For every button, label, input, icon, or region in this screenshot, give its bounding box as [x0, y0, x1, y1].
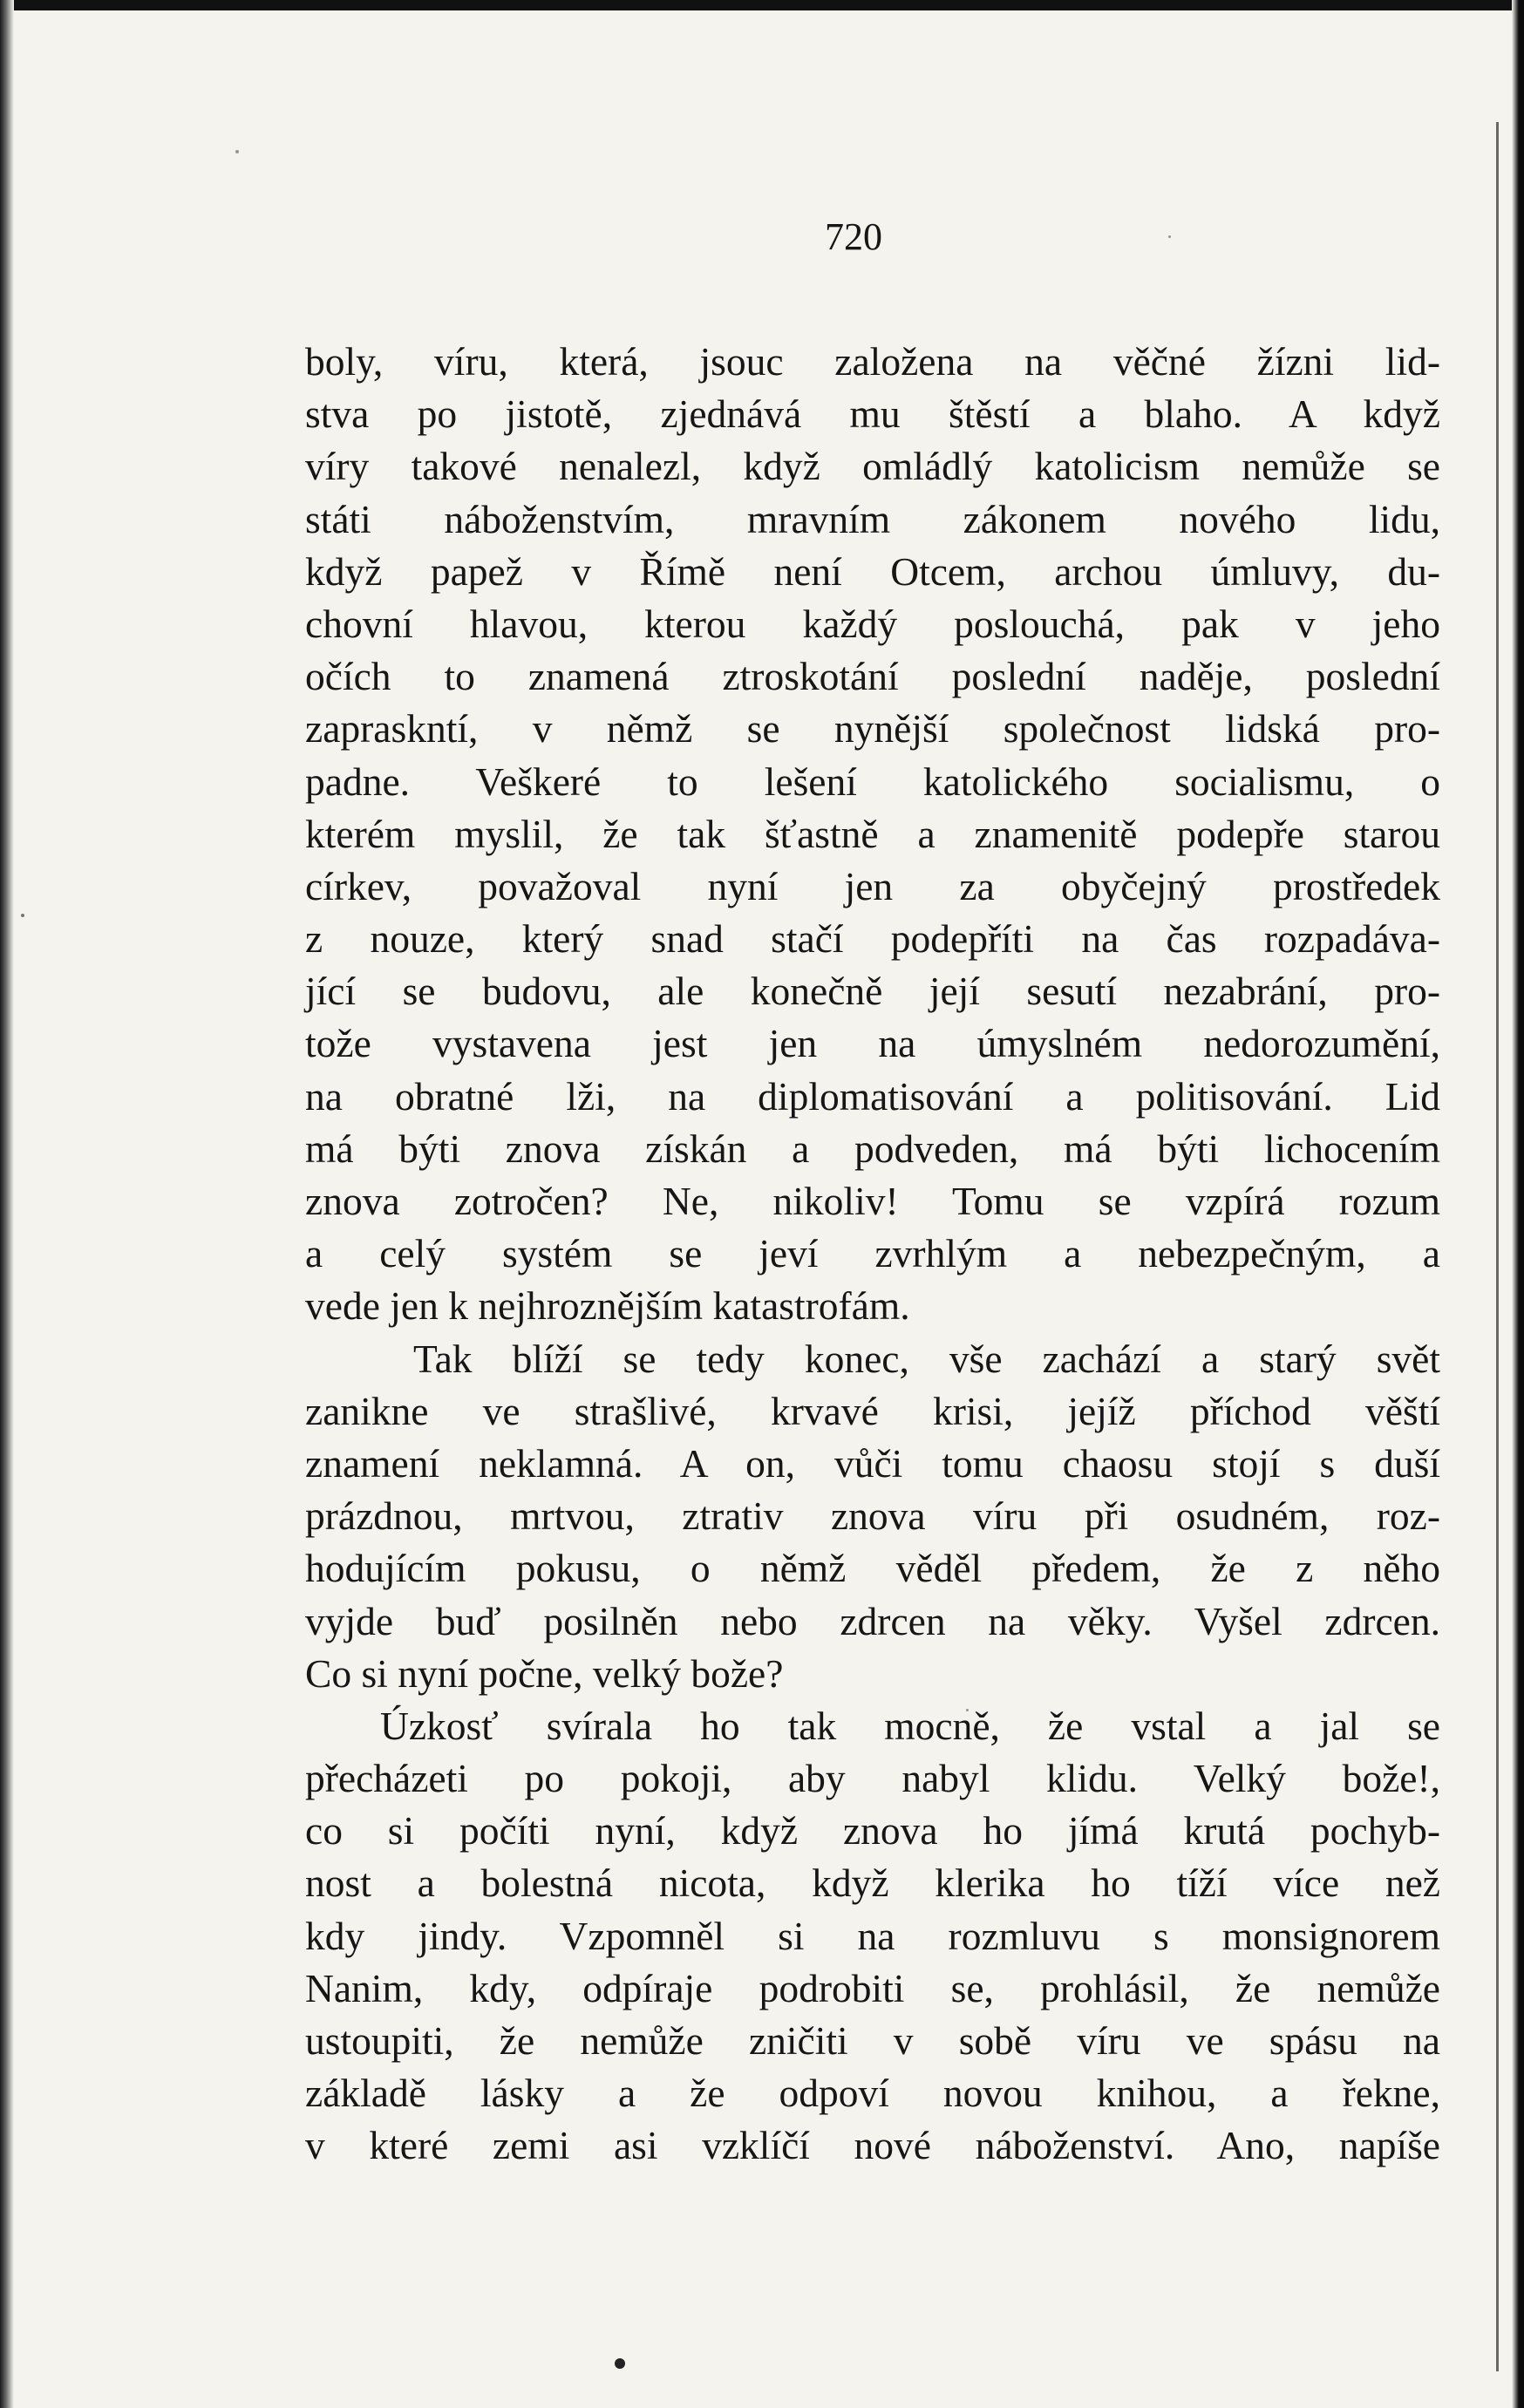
text-line: kterém myslil, že tak šťastně a znamenitě podepře starou — [305, 811, 1440, 856]
text-line: stva po jistotě, zjednává mu štěstí a blaho. A když — [305, 391, 1440, 437]
text-line: z nouze, který snad stačí podepříti na čas rozpadáva- — [305, 916, 1440, 962]
scan-left-edge — [0, 0, 14, 2408]
scan-right-edge — [1512, 0, 1524, 2408]
text-line: Nanim, kdy, odpíraje podrobiti se, prohlásil, že nemůže — [305, 1965, 1440, 2010]
text-line: Úzkosť svírala ho tak mocně, že vstal a jal se — [380, 1703, 1440, 1748]
text-line: zanikne ve strašlivé, krvavé krisi, jejíž příchod věští — [305, 1388, 1440, 1433]
text-line: očích to znamená ztroskotání poslední naděje, poslední — [305, 654, 1440, 699]
text-line: základě lásky a že odpoví novou knihou, a řekne, — [305, 2071, 1440, 2116]
text-line: na obratné lži, na diplomatisování a politisování. Lid — [305, 1073, 1440, 1119]
text-line: boly, víru, která, jsouc založena na věčné žízni lid- — [305, 339, 1440, 384]
text-line: vyjde buď posilněn nebo zdrcen na věky. Vyšel zdrcen. — [305, 1598, 1440, 1643]
text-line: vede jen k nejhroznějším katastrofám. — [305, 1283, 910, 1329]
paper-speck — [1168, 235, 1171, 238]
text-line: Co si nyní počne, velký bože? — [305, 1650, 784, 1696]
text-line: přecházeti po pokoji, aby nabyl klidu. Velký bože!, — [305, 1756, 1440, 1801]
text-line: státi náboženstvím, mravním zákonem nového lidu, — [305, 496, 1440, 541]
text-line: jící se budovu, ale konečně její sesutí nezabrání, pro- — [305, 969, 1440, 1014]
scan-top-edge — [0, 0, 1524, 10]
page-edge-line — [1496, 122, 1499, 2371]
text-line: hodujícím pokusu, o němž věděl předem, že z něho — [305, 1546, 1440, 1591]
paper-speck — [235, 150, 239, 153]
text-line: zapraskntí, v němž se nynější společnost lidská pro- — [305, 706, 1440, 752]
text-line: znamení neklamná. A on, vůči tomu chaosu stojí s duší — [305, 1440, 1440, 1486]
body-text — [305, 336, 1440, 2173]
text-line: padne. Veškeré to lešení katolického socialismu, o — [305, 758, 1440, 804]
text-line: v které zemi asi vzklíčí nové náboženství. Ano, napíše — [305, 2123, 1440, 2168]
text-line: a celý systém se jeví zvrhlým a nebezpečným, a — [305, 1231, 1440, 1276]
text-line: kdy jindy. Vzpomněl si na rozmluvu s monsignorem — [305, 1913, 1440, 1958]
text-line: má býti znova získán a podveden, má býti lichocením — [305, 1126, 1440, 1171]
text-line: znova zotročen? Ne, nikoliv! Tomu se vzpírá rozum — [305, 1179, 1440, 1223]
text-line: církev, považoval nyní jen za obyčejný prostředek — [305, 863, 1440, 908]
paper-speck — [21, 914, 24, 917]
text-line: Tak blíží se tedy konec, vše zachází a starý svět — [413, 1336, 1440, 1381]
text-line: tože vystavena jest jen na úmyslném nedorozumění, — [305, 1021, 1440, 1066]
text-line: víry takové nenalezl, když omládlý katolicism nemůže se — [305, 444, 1440, 489]
page-number: 720 — [825, 215, 882, 258]
text-line: co si počíti nyní, když znova ho jímá krutá pochyb- — [305, 1808, 1440, 1854]
text-line: chovní hlavou, kterou každý poslouchá, pak v jeho — [305, 601, 1440, 646]
text-line: nost a bolestná nicota, když klerika ho tíží více než — [305, 1860, 1440, 1906]
ink-dot — [615, 2358, 625, 2369]
text-line: prázdnou, mrtvou, ztrativ znova víru při osudném, roz- — [305, 1493, 1440, 1539]
text-line: když papež v Římě není Otcem, archou úmluvy, du- — [305, 548, 1440, 594]
text-line: ustoupiti, že nemůže zničiti v sobě víru ve spásu na — [305, 2018, 1440, 2063]
